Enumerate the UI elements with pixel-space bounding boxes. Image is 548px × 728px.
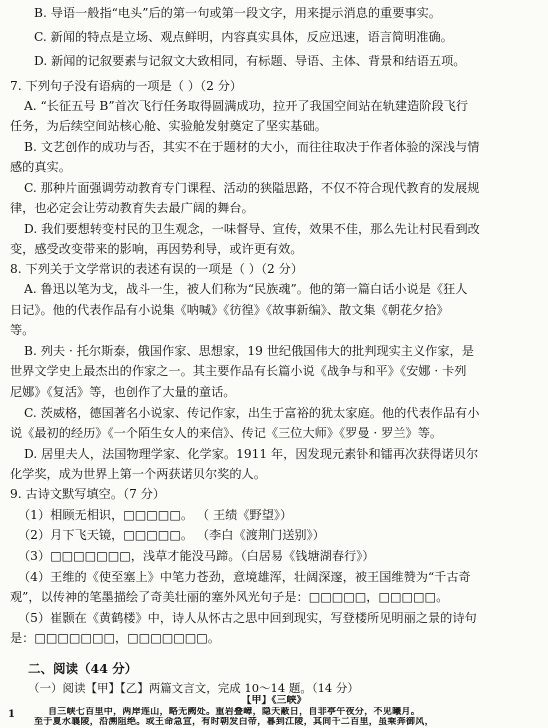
q8-option-a-line3: 等。	[10, 323, 35, 337]
q8-option-b-line3: 尼娜》《复活》等，也创作了大量的童话。	[10, 385, 236, 399]
q7-option-a-line2: 任务，为后续空间站核心舱、实验舱发射奠定了坚实基础。	[10, 119, 327, 133]
q9-item-4-line2: 观”，以传神的笔墨描绘了奇美壮丽的塞外风光句子是：□□□□□，□□□□□。	[10, 590, 449, 604]
page-number: 1	[8, 709, 15, 720]
q8-stem: 8. 下列关于文学常识的表述有误的一项是（ ）（2 分）	[10, 262, 304, 276]
q7-option-d-line2: 变，感受改变带来的影响，再因势利导，或许更有效。	[10, 242, 303, 256]
passage-line-2: 至于夏水襄陵，沿溯阻绝。或王命急宣，有时朝发白帝，暮到江陵，其间千二百里，虽乘奔御风，	[34, 717, 434, 727]
q7-stem: 7. 下列句子没有语病的一项是（ ）（2 分）	[10, 79, 243, 93]
q9-item-5-line1: （5）崔颢在《黄鹤楼》中，诗人从怀古之思中回到现实，写登楼所见明丽之景的诗句	[18, 611, 477, 625]
q9-item-5-line2: 是：□□□□□□□，□□□□□□□。	[10, 631, 220, 645]
q6-option-c: C. 新闻的特点是立场、观点鲜明，内容真实具体，反应迅速，语言简明准确。	[34, 30, 453, 44]
passage-line-1: 自三峡七百里中，两岸连山，略无阙处。重岩叠嶂，隐天蔽日，自非亭午夜分，不见曦月。	[48, 707, 421, 717]
q8-option-c-line1: C. 茨威格，德国著名小说家、传记作家，出生于富裕的犹太家庭。他的代表作品有小	[24, 406, 480, 420]
q9-stem: 9. 古诗文默写填空。（7 分）	[10, 487, 166, 501]
q8-option-a-line1: A. 鲁迅以笔为戈，战斗一生，被人们称为“民族魂”。他的第一篇白话小说是《狂人	[24, 282, 468, 296]
q7-option-c-line1: C. 那种片面强调劳动教育专门课程、活动的狭隘思路，不仅不符合现代教育的发展规	[24, 181, 480, 195]
q7-option-c-line2: 律，也必定会让劳动教育失去最广阔的舞台。	[10, 201, 254, 215]
reading-section-heading: 二、阅读（44 分）	[28, 661, 138, 676]
q9-item-2: （2）月下飞天镜，□□□□□。 （李白《渡荆门送别》）	[18, 528, 325, 542]
q8-option-b-line2: 世界文学史上最杰出的作家之一。其主要作品有长篇小说《战争与和平》《安娜 · 卡列	[10, 364, 467, 378]
reading-subheading: （一）阅读【甲】【乙】两篇文言文，完成 10～14 题。（14 分）	[28, 681, 359, 695]
q9-item-4-line1: （4）王维的《使至塞上》中笔力苍劲，意境雄浑，壮阔深邃，被王国维赞为“千古奇	[18, 570, 471, 584]
q8-option-d-line2: 化学奖，成为世界上第一个两获诺贝尔奖的人。	[10, 467, 266, 481]
q7-option-d-line1: D. 我们要想转变村民的卫生观念，一味督导、宣传，效果不佳，那么先让村民看到改	[24, 222, 480, 236]
q7-option-b-line2: 感的真实。	[10, 160, 71, 174]
q7-option-b-line1: B. 文艺创作的成功与否，其实不在于题材的大小，而往往取决于作者体验的深浅与情	[24, 140, 480, 154]
q6-option-d: D. 新闻的记叙要素与记叙文大致相同，有标题、导语、主体、背景和结语五项。	[34, 54, 466, 68]
q8-option-c-line2: 说《最初的经历》《一个陌生女人的来信》、传记《三位大师》《罗曼 · 罗兰》等。	[10, 426, 443, 440]
q7-option-a-line1: A. “长征五号 B”首次飞行任务取得圆满成功，拉开了我国空间站在轨建造阶段飞行	[24, 99, 469, 113]
q6-option-b: B. 导语一般指“电头”后的第一句或第一段文字，用来提示消息的重要事实。	[34, 6, 441, 20]
q9-item-1: （1）相顾无相识，□□□□□。 （ 王绩《野望》）	[18, 508, 293, 522]
q9-item-3: （3）□□□□□□□，浅草才能没马蹄。（白居易《钱塘湖春行》）	[18, 549, 375, 563]
passage-title: 【甲】《三峡》	[241, 695, 307, 706]
q8-option-b-line1: B. 列夫 · 托尔斯泰，俄国作家、思想家，19 世纪俄国伟大的批判现实主义作家，是	[24, 344, 474, 358]
q8-option-d-line1: D. 居里夫人，法国物理学家、化学家。1911 年，因发现元素钋和镭再次获得诺贝尔	[24, 447, 479, 461]
q8-option-a-line2: 日记》。他的代表作品有小说集《呐喊》《彷徨》《故事新编》、散文集《朝花夕拾》	[10, 303, 449, 317]
